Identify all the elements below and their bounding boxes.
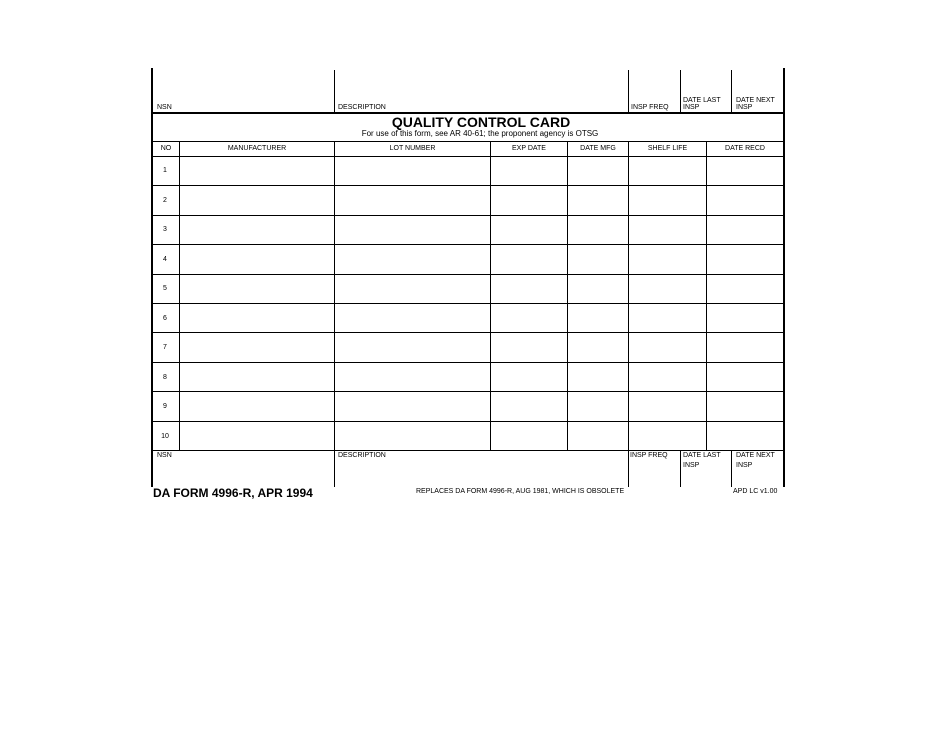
divider xyxy=(334,450,335,487)
lot-number-cell[interactable] xyxy=(335,157,490,185)
date-recd-cell[interactable] xyxy=(707,392,783,421)
manufacturer-cell[interactable] xyxy=(180,216,334,244)
replaces-note: REPLACES DA FORM 4996-R, AUG 1981, WHICH IS OBSOLETE xyxy=(416,488,625,495)
title-divider xyxy=(151,141,785,142)
bottom-date-last-insp-label-2: INSP xyxy=(683,462,700,469)
shelf-life-cell[interactable] xyxy=(629,157,706,185)
nsn-field[interactable] xyxy=(153,70,333,112)
row-number: 5 xyxy=(163,285,167,292)
description-label: DESCRIPTION xyxy=(338,104,386,111)
date-recd-cell[interactable] xyxy=(707,186,783,215)
bottom-date-last-insp-label: DATE LAST xyxy=(683,452,721,459)
form-number: DA FORM 4996-R, APR 1994 xyxy=(153,486,313,500)
date-mfg-cell[interactable] xyxy=(568,422,628,450)
col-header-no: NO xyxy=(160,145,172,152)
exp-date-cell[interactable] xyxy=(491,157,567,185)
shelf-life-cell[interactable] xyxy=(629,186,706,215)
insp-freq-label: INSP FREQ xyxy=(631,104,669,111)
date-mfg-cell[interactable] xyxy=(568,216,628,244)
row-divider xyxy=(151,450,785,451)
divider xyxy=(334,70,335,113)
shelf-life-cell[interactable] xyxy=(629,363,706,391)
divider xyxy=(628,70,629,113)
manufacturer-cell[interactable] xyxy=(180,363,334,391)
shelf-life-cell[interactable] xyxy=(629,216,706,244)
date-recd-cell[interactable] xyxy=(707,275,783,303)
exp-date-cell[interactable] xyxy=(491,392,567,421)
row-number: 10 xyxy=(161,433,169,440)
bottom-date-next-insp-label: DATE NEXT xyxy=(736,452,775,459)
lot-number-cell[interactable] xyxy=(335,186,490,215)
exp-date-cell[interactable] xyxy=(491,275,567,303)
shelf-life-cell[interactable] xyxy=(629,245,706,274)
col-header-shelf-life: SHELF LIFE xyxy=(647,145,688,152)
date-recd-cell[interactable] xyxy=(707,304,783,332)
date-recd-cell[interactable] xyxy=(707,363,783,391)
divider xyxy=(731,450,732,487)
row-number: 4 xyxy=(163,256,167,263)
shelf-life-cell[interactable] xyxy=(629,304,706,332)
manufacturer-cell[interactable] xyxy=(180,275,334,303)
lot-number-cell[interactable] xyxy=(335,304,490,332)
date-mfg-cell[interactable] xyxy=(568,157,628,185)
date-mfg-cell[interactable] xyxy=(568,304,628,332)
col-header-lot-number: LOT NUMBER xyxy=(389,145,436,152)
bottom-date-next-insp-label-2: INSP xyxy=(736,462,753,469)
lot-number-cell[interactable] xyxy=(335,392,490,421)
bottom-nsn-label: NSN xyxy=(157,452,172,459)
bottom-description-field[interactable] xyxy=(336,460,627,486)
row-number: 2 xyxy=(163,197,167,204)
lot-number-cell[interactable] xyxy=(335,363,490,391)
manufacturer-cell[interactable] xyxy=(180,422,334,450)
bottom-date-next-insp-field[interactable] xyxy=(733,468,782,486)
date-last-insp-label: DATE LAST xyxy=(683,97,721,104)
divider xyxy=(731,70,732,113)
lot-number-cell[interactable] xyxy=(335,422,490,450)
manufacturer-cell[interactable] xyxy=(180,245,334,274)
left-border xyxy=(151,68,153,487)
bottom-date-last-insp-field[interactable] xyxy=(682,468,730,486)
date-mfg-cell[interactable] xyxy=(568,245,628,274)
lot-number-cell[interactable] xyxy=(335,216,490,244)
col-header-manufacturer: MANUFACTURER xyxy=(227,145,287,152)
exp-date-cell[interactable] xyxy=(491,186,567,215)
date-mfg-cell[interactable] xyxy=(568,275,628,303)
manufacturer-cell[interactable] xyxy=(180,186,334,215)
bottom-insp-freq-label: INSP FREQ xyxy=(630,452,668,459)
manufacturer-cell[interactable] xyxy=(180,392,334,421)
row-number: 3 xyxy=(163,226,167,233)
date-mfg-cell[interactable] xyxy=(568,186,628,215)
form-title: QUALITY CONTROL CARD xyxy=(391,114,571,130)
exp-date-cell[interactable] xyxy=(491,245,567,274)
col-header-exp-date: EXP DATE xyxy=(512,145,546,152)
date-mfg-cell[interactable] xyxy=(568,392,628,421)
date-last-insp-label-2: INSP xyxy=(683,104,700,111)
exp-date-cell[interactable] xyxy=(491,422,567,450)
exp-date-cell[interactable] xyxy=(491,333,567,362)
shelf-life-cell[interactable] xyxy=(629,333,706,362)
manufacturer-cell[interactable] xyxy=(180,304,334,332)
divider xyxy=(680,450,681,487)
shelf-life-cell[interactable] xyxy=(629,392,706,421)
exp-date-cell[interactable] xyxy=(491,216,567,244)
date-recd-cell[interactable] xyxy=(707,245,783,274)
row-number: 6 xyxy=(163,315,167,322)
bottom-nsn-field[interactable] xyxy=(153,460,333,486)
form-subtitle: For use of this form, see AR 40-61; the proponent agency is OTSG xyxy=(361,129,599,138)
date-recd-cell[interactable] xyxy=(707,216,783,244)
divider xyxy=(628,450,629,487)
date-recd-cell[interactable] xyxy=(707,422,783,450)
col-header-date-recd: DATE RECD xyxy=(725,145,765,152)
row-number: 8 xyxy=(163,374,167,381)
date-next-insp-label: DATE NEXT xyxy=(736,97,775,104)
lot-number-cell[interactable] xyxy=(335,275,490,303)
row-number: 1 xyxy=(163,167,167,174)
manufacturer-cell[interactable] xyxy=(180,157,334,185)
shelf-life-cell[interactable] xyxy=(629,275,706,303)
row-number: 7 xyxy=(163,344,167,351)
version-label: APD LC v1.00 xyxy=(733,488,778,495)
bottom-insp-freq-field[interactable] xyxy=(630,460,679,486)
nsn-label: NSN xyxy=(157,104,172,111)
manufacturer-cell[interactable] xyxy=(180,333,334,362)
divider xyxy=(680,70,681,113)
right-border xyxy=(783,68,785,487)
bottom-description-label: DESCRIPTION xyxy=(338,452,386,459)
date-mfg-cell[interactable] xyxy=(568,363,628,391)
date-recd-cell[interactable] xyxy=(707,333,783,362)
date-next-insp-label-2: INSP xyxy=(736,104,753,111)
col-header-date-mfg: DATE MFG xyxy=(580,145,616,152)
exp-date-cell[interactable] xyxy=(491,304,567,332)
shelf-life-cell[interactable] xyxy=(629,422,706,450)
date-recd-cell[interactable] xyxy=(707,157,783,185)
lot-number-cell[interactable] xyxy=(335,333,490,362)
lot-number-cell[interactable] xyxy=(335,245,490,274)
date-mfg-cell[interactable] xyxy=(568,333,628,362)
row-number: 9 xyxy=(163,403,167,410)
exp-date-cell[interactable] xyxy=(491,363,567,391)
